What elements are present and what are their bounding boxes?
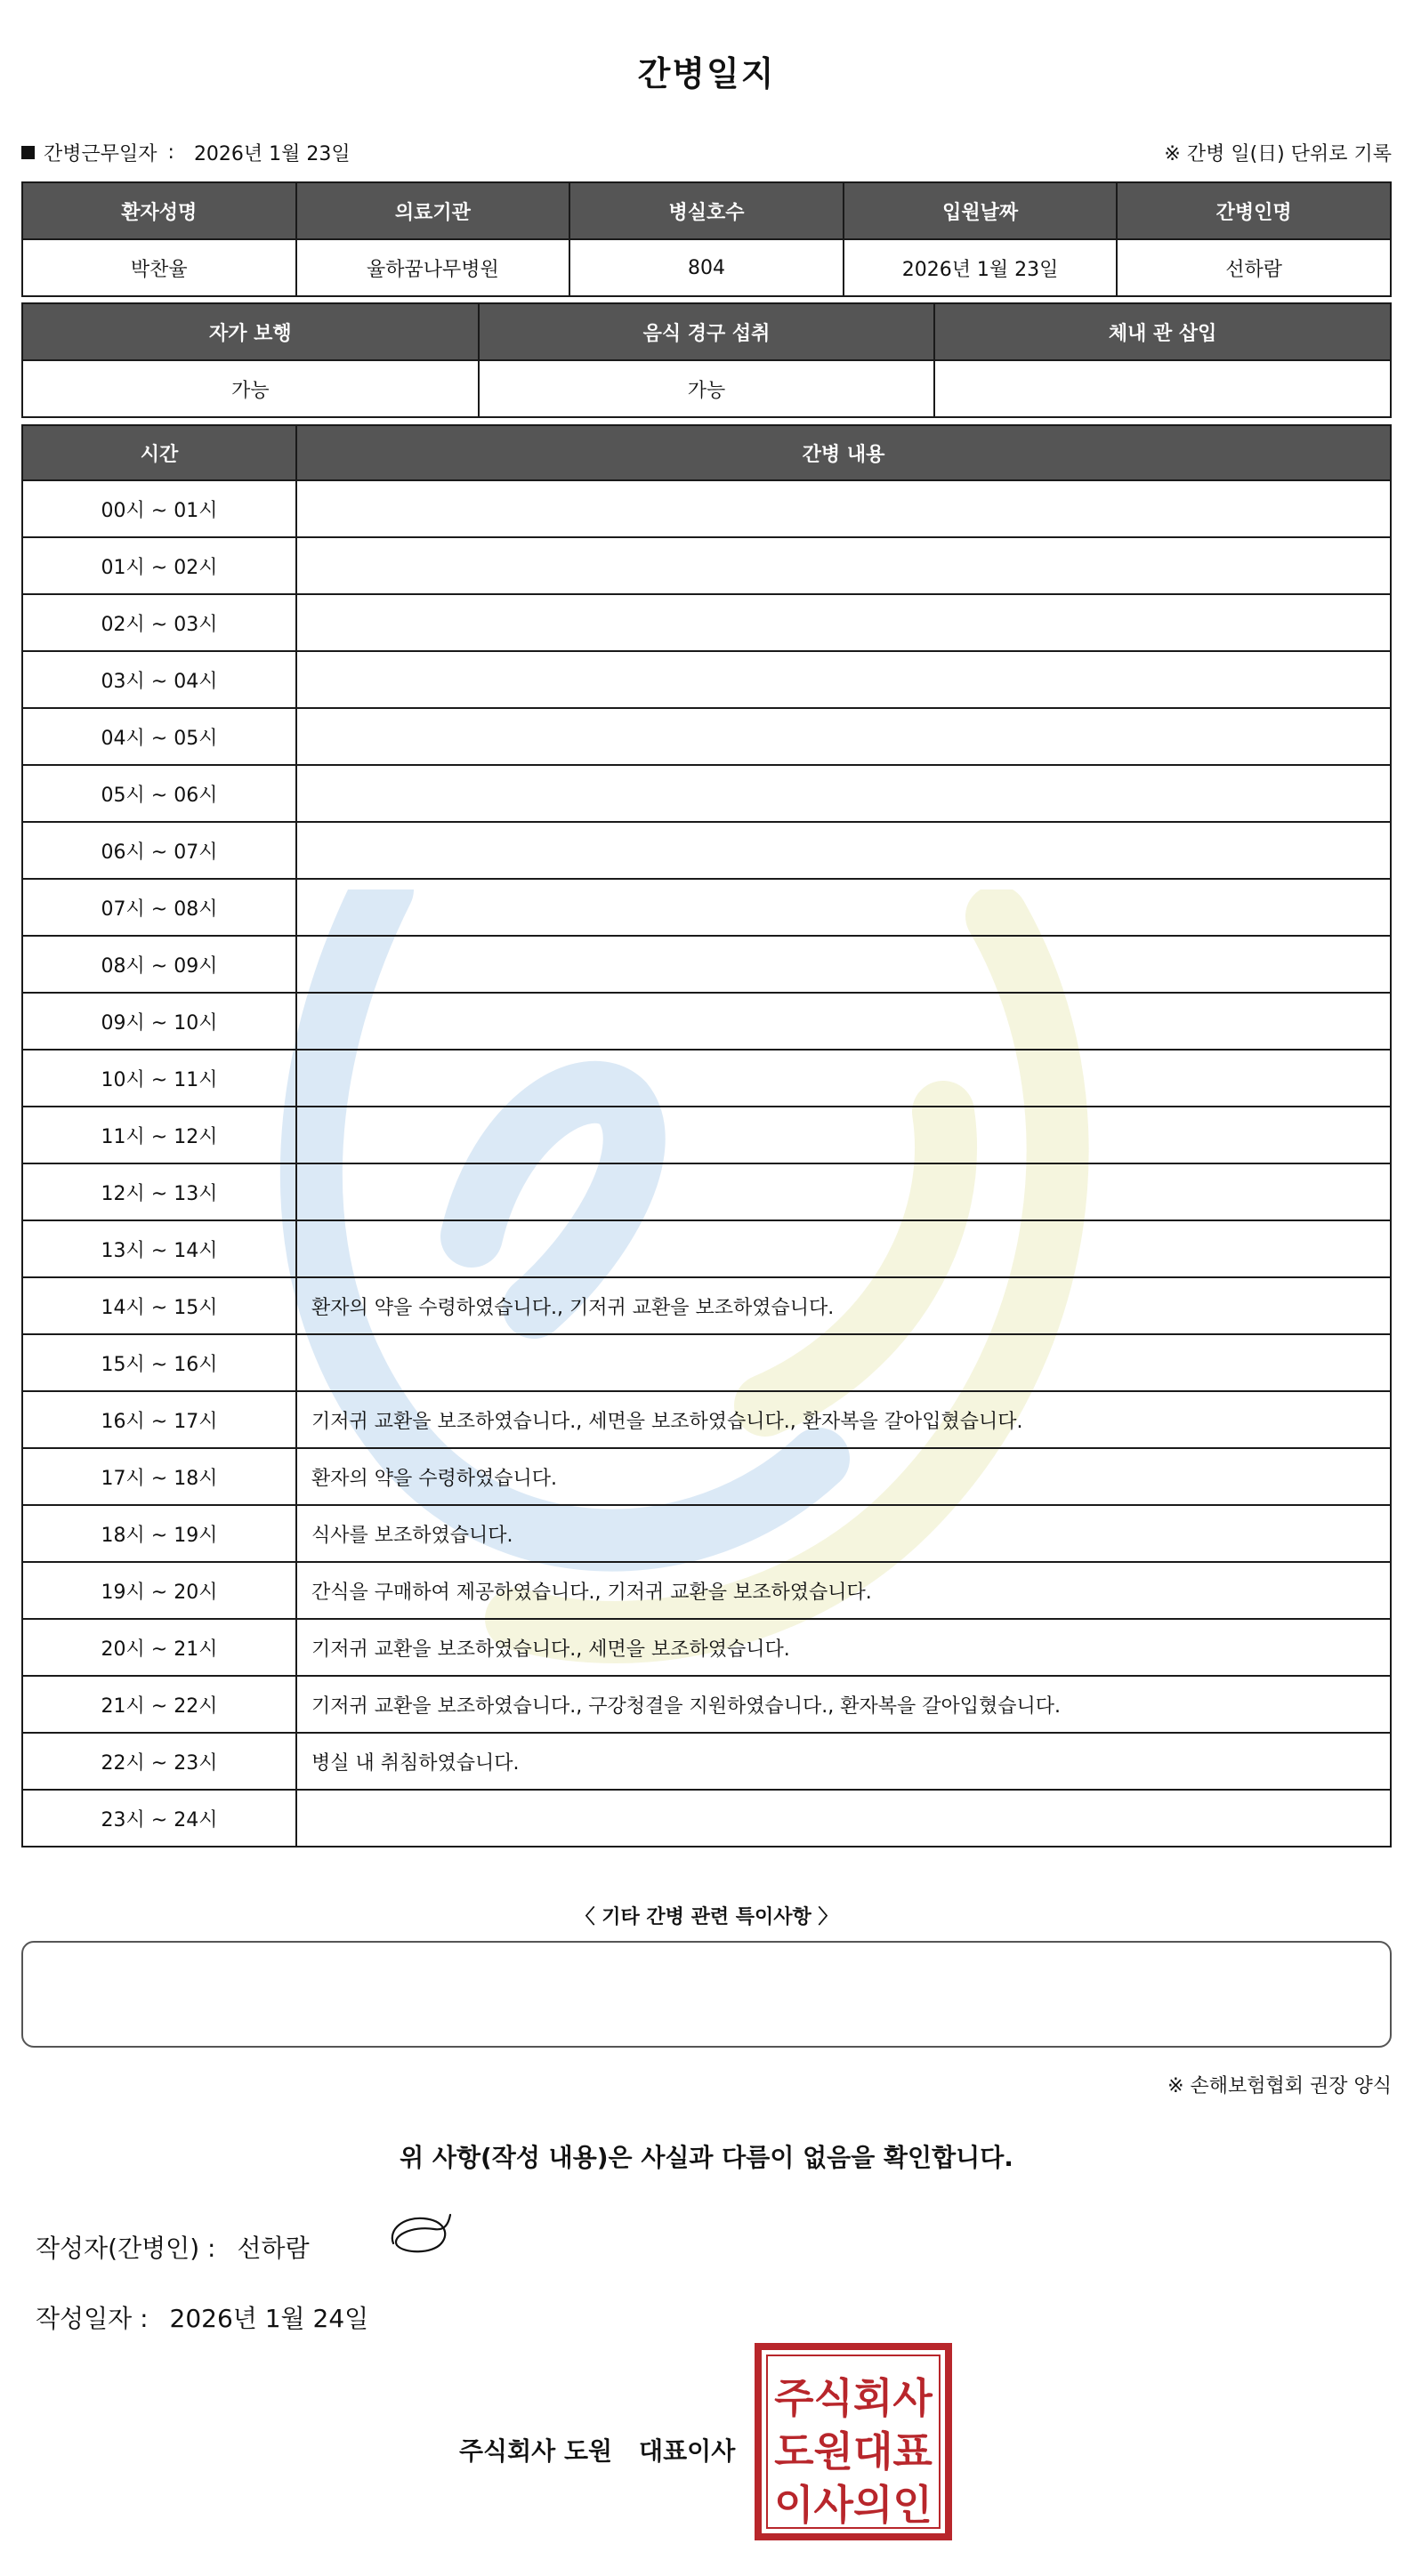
company-name: 주식회사 도원 — [459, 2436, 613, 2466]
log-row — [22, 1562, 1391, 1619]
log-time: 21시 ~ 22시 — [22, 1676, 296, 1733]
log-content: 기저귀 교환을 보조하였습니다., 세면을 보조하였습니다., 환자복을 갈아입혔습니다. — [296, 1391, 1391, 1448]
log-time: 01시 ~ 02시 — [22, 537, 296, 594]
log-time: 11시 ~ 12시 — [22, 1107, 296, 1163]
log-time: 16시 ~ 17시 — [22, 1391, 296, 1448]
log-content: 기저귀 교환을 보조하였습니다., 세면을 보조하였습니다. — [296, 1619, 1391, 1676]
log-content — [296, 708, 1391, 765]
work-date-label: 간병근무일자 — [44, 143, 157, 165]
header-institution: 의료기관 — [296, 182, 570, 239]
caregiver-name: 선하람 — [1117, 239, 1391, 296]
log-time: 13시 ~ 14시 — [22, 1220, 296, 1277]
admission-date: 2026년 1월 23일 — [844, 239, 1118, 296]
signature-mark — [384, 2210, 456, 2259]
log-content — [296, 1790, 1391, 1847]
patient-info-header-row — [22, 182, 1391, 239]
page-title: 간병일지 — [637, 54, 776, 93]
log-row — [22, 1619, 1391, 1676]
special-notes-title: 〈 기타 간병 관련 특이사항 〉 — [575, 1906, 838, 1928]
header-oral-intake: 음식 경구 섭취 — [479, 303, 935, 360]
log-time: 03시 ~ 04시 — [22, 651, 296, 708]
header-room-number: 병실호수 — [569, 182, 844, 239]
log-row — [22, 1505, 1391, 1562]
log-content — [296, 822, 1391, 879]
log-row — [22, 1391, 1391, 1448]
log-time: 17시 ~ 18시 — [22, 1448, 296, 1505]
company-line — [459, 2432, 735, 2467]
log-time: 10시 ~ 11시 — [22, 1050, 296, 1107]
log-row — [22, 822, 1391, 879]
log-content: 식사를 보조하였습니다. — [296, 1505, 1391, 1562]
patient-info-value-row — [22, 239, 1391, 296]
log-time: 05시 ~ 06시 — [22, 765, 296, 822]
log-row — [22, 480, 1391, 537]
log-content: 간식을 구매하여 제공하였습니다., 기저귀 교환을 보조하였습니다. — [296, 1562, 1391, 1619]
log-content — [296, 936, 1391, 993]
log-content — [296, 1334, 1391, 1391]
confirmation-statement: 위 사항(작성 내용)은 사실과 다름이 없음을 확인합니다. — [400, 2143, 1013, 2172]
log-content — [296, 1050, 1391, 1107]
record-note: ※ 간병 일(日) 단위로 기록 — [1164, 143, 1392, 165]
oral-intake: 가능 — [479, 360, 935, 417]
meta-row — [21, 139, 1392, 171]
patient-name: 박찬율 — [22, 239, 296, 296]
company-seal — [753, 2341, 954, 2542]
log-time: 23시 ~ 24시 — [22, 1790, 296, 1847]
tube-insertion — [934, 360, 1391, 417]
log-time: 07시 ~ 08시 — [22, 879, 296, 936]
special-notes-box — [21, 1941, 1392, 2048]
header-care-content: 간병 내용 — [296, 425, 1391, 480]
log-row — [22, 993, 1391, 1050]
work-date-value: 2026년 1월 23일 — [193, 143, 351, 165]
log-content: 환자의 약을 수령하였습니다. — [296, 1448, 1391, 1505]
log-row — [22, 1790, 1391, 1847]
log-content — [296, 993, 1391, 1050]
log-time: 19시 ~ 20시 — [22, 1562, 296, 1619]
log-content — [296, 594, 1391, 651]
status-header-row — [22, 303, 1391, 360]
author-label: 작성자(간병인) : — [36, 2234, 216, 2263]
log-row — [22, 1050, 1391, 1107]
log-row — [22, 1334, 1391, 1391]
insurance-note: ※ 손해보험협회 권장 양식 — [1167, 2075, 1392, 2097]
header-patient-name: 환자성명 — [22, 182, 296, 239]
log-content — [296, 480, 1391, 537]
log-row — [22, 594, 1391, 651]
log-content — [296, 537, 1391, 594]
log-time: 08시 ~ 09시 — [22, 936, 296, 993]
hourly-log-table — [21, 424, 1392, 1847]
log-row — [22, 708, 1391, 765]
log-time: 09시 ~ 10시 — [22, 993, 296, 1050]
log-time: 15시 ~ 16시 — [22, 1334, 296, 1391]
self-walking: 가능 — [22, 360, 479, 417]
seal-text-row: 주식회사 — [774, 2374, 933, 2422]
log-time: 00시 ~ 01시 — [22, 480, 296, 537]
colon: : — [167, 141, 174, 164]
author-name: 선하람 — [237, 2234, 310, 2263]
company-representative: 대표이사 — [639, 2436, 736, 2466]
log-time: 14시 ~ 15시 — [22, 1277, 296, 1334]
seal-text-row: 도원대표 — [774, 2427, 933, 2475]
log-content: 기저귀 교환을 보조하였습니다., 구강청결을 지원하였습니다., 환자복을 갈아입혔습니다. — [296, 1676, 1391, 1733]
log-row — [22, 879, 1391, 936]
seal-text-row: 이사의인 — [774, 2481, 933, 2529]
log-time: 22시 ~ 23시 — [22, 1733, 296, 1790]
log-row — [22, 1107, 1391, 1163]
log-row — [22, 1676, 1391, 1733]
log-content — [296, 765, 1391, 822]
header-tube-insertion: 체내 관 삽입 — [934, 303, 1391, 360]
log-content — [296, 879, 1391, 936]
log-body — [22, 480, 1391, 1847]
institution: 율하꿈나무병원 — [296, 239, 570, 296]
log-time: 20시 ~ 21시 — [22, 1619, 296, 1676]
log-content: 환자의 약을 수령하였습니다., 기저귀 교환을 보조하였습니다. — [296, 1277, 1391, 1334]
log-time: 06시 ~ 07시 — [22, 822, 296, 879]
log-header-row — [22, 425, 1391, 480]
header-time: 시간 — [22, 425, 296, 480]
log-row — [22, 651, 1391, 708]
header-caregiver-name: 간병인명 — [1117, 182, 1391, 239]
status-value-row — [22, 360, 1391, 417]
log-content: 병실 내 취침하였습니다. — [296, 1733, 1391, 1790]
status-table — [21, 302, 1392, 418]
header-self-walking: 자가 보행 — [22, 303, 479, 360]
log-row — [22, 537, 1391, 594]
log-row — [22, 1448, 1391, 1505]
log-time: 02시 ~ 03시 — [22, 594, 296, 651]
log-row — [22, 1277, 1391, 1334]
author-line — [36, 2229, 310, 2265]
log-row — [22, 1220, 1391, 1277]
square-bullet-icon — [21, 146, 35, 159]
log-row — [22, 936, 1391, 993]
header-admission-date: 입원날짜 — [844, 182, 1118, 239]
log-time: 12시 ~ 13시 — [22, 1163, 296, 1220]
written-date-line — [36, 2299, 368, 2335]
log-row — [22, 1163, 1391, 1220]
log-row — [22, 1733, 1391, 1790]
room-number: 804 — [569, 239, 844, 296]
log-content — [296, 651, 1391, 708]
log-content — [296, 1220, 1391, 1277]
log-content — [296, 1163, 1391, 1220]
log-row — [22, 765, 1391, 822]
log-time: 04시 ~ 05시 — [22, 708, 296, 765]
written-date-label: 작성일자 : — [36, 2304, 149, 2333]
log-time: 18시 ~ 19시 — [22, 1505, 296, 1562]
work-date — [21, 139, 351, 166]
patient-info-table — [21, 181, 1392, 297]
log-content — [296, 1107, 1391, 1163]
written-date: 2026년 1월 24일 — [169, 2304, 369, 2333]
